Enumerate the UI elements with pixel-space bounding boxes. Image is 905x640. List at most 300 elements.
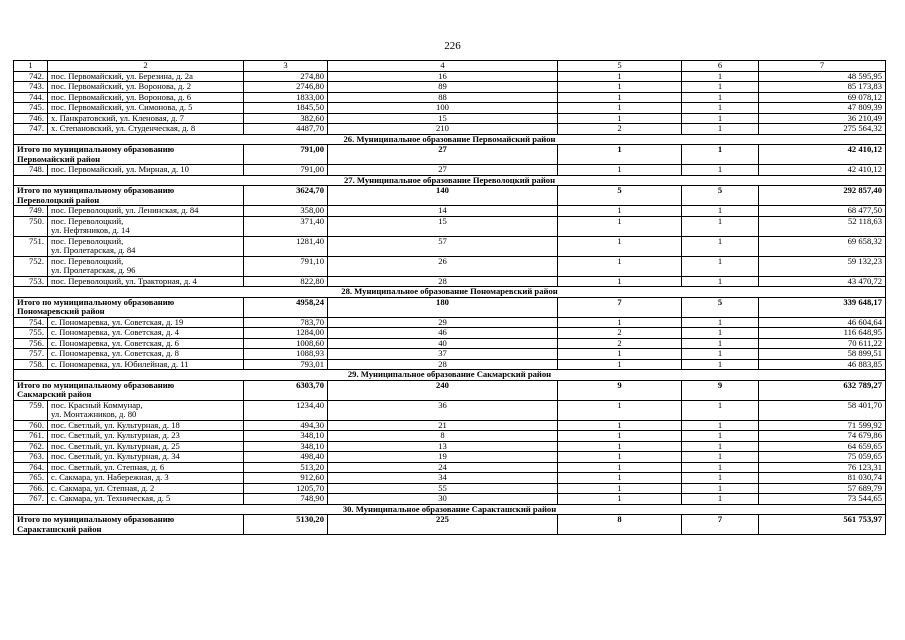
amount-cell: 42 410,12 — [759, 165, 886, 176]
row-number: 760. — [14, 420, 48, 431]
total-label — [14, 515, 244, 535]
row-number: 752. — [14, 256, 48, 276]
amount-cell: 36 210,49 — [759, 113, 886, 124]
count-cell: 1 — [682, 206, 759, 217]
addr-line: с. Пономаревка, ул. Советская, д. 4 — [51, 327, 179, 337]
column-number-header-row — [14, 61, 886, 72]
area-cell: 912,60 — [244, 473, 328, 484]
area-cell: 791,00 — [244, 145, 328, 165]
row-number: 766. — [14, 483, 48, 494]
row-number: 758. — [14, 359, 48, 370]
residents-cell: 57 — [328, 236, 558, 256]
area-cell: 5130,20 — [244, 515, 328, 535]
residents-cell: 240 — [328, 380, 558, 400]
count-cell: 2 — [558, 124, 682, 135]
count-cell: 1 — [558, 113, 682, 124]
table-row — [14, 473, 886, 484]
table-row — [14, 165, 886, 176]
table-row — [14, 494, 886, 505]
area-cell: 793,01 — [244, 359, 328, 370]
residents-cell: 40 — [328, 338, 558, 349]
residents-cell: 34 — [328, 473, 558, 484]
count-cell: 1 — [682, 92, 759, 103]
residents-cell: 16 — [328, 71, 558, 82]
count-cell: 1 — [558, 483, 682, 494]
area-cell: 498,40 — [244, 452, 328, 463]
row-number: 745. — [14, 103, 48, 114]
area-cell: 791,10 — [244, 256, 328, 276]
area-cell: 3624,70 — [244, 186, 328, 206]
count-cell: 1 — [682, 328, 759, 339]
area-cell: 6303,70 — [244, 380, 328, 400]
row-number: 742. — [14, 71, 48, 82]
count-cell: 1 — [682, 420, 759, 431]
amount-cell: 75 059,65 — [759, 452, 886, 463]
count-cell: 1 — [682, 317, 759, 328]
address-cell — [48, 359, 244, 370]
address-cell — [48, 338, 244, 349]
column-header: 7 — [759, 61, 886, 72]
count-cell: 1 — [682, 483, 759, 494]
total-label — [14, 380, 244, 400]
address-cell — [48, 124, 244, 135]
count-cell: 1 — [558, 216, 682, 236]
address-cell — [48, 276, 244, 287]
amount-cell: 292 857,40 — [759, 186, 886, 206]
table-row — [14, 256, 886, 276]
addr-line: пос. Первомайский, ул. Березина, д. 2а — [51, 71, 193, 81]
area-cell: 822,80 — [244, 276, 328, 287]
addr-line: ул. Нефтяников, д. 14 — [51, 225, 130, 235]
residents-cell: 55 — [328, 483, 558, 494]
count-cell: 1 — [558, 473, 682, 484]
amount-cell: 81 030,74 — [759, 473, 886, 484]
column-header: 4 — [328, 61, 558, 72]
addr-line: ул. Пролетарская, д. 96 — [51, 265, 136, 275]
page-number: 226 — [444, 40, 461, 52]
amount-cell: 43 470,72 — [759, 276, 886, 287]
column-header: 6 — [682, 61, 759, 72]
amount-cell: 69 658,32 — [759, 236, 886, 256]
area-cell: 348,10 — [244, 441, 328, 452]
row-number: 755. — [14, 328, 48, 339]
addr-line: пос. Первомайский, ул. Симонова, д. 5 — [51, 102, 193, 112]
addr-line: пос. Переволоцкий, — [51, 256, 124, 266]
area-cell: 494,30 — [244, 420, 328, 431]
address-cell — [48, 103, 244, 114]
count-cell: 1 — [558, 462, 682, 473]
row-number: 746. — [14, 113, 48, 124]
residents-cell: 8 — [328, 431, 558, 442]
area-cell: 1833,00 — [244, 92, 328, 103]
residents-cell: 28 — [328, 359, 558, 370]
residents-cell: 210 — [328, 124, 558, 135]
area-cell: 783,70 — [244, 317, 328, 328]
table-row — [14, 441, 886, 452]
area-cell: 1205,70 — [244, 483, 328, 494]
count-cell: 5 — [558, 186, 682, 206]
address-cell — [48, 431, 244, 442]
count-cell: 1 — [558, 145, 682, 165]
section-title: 29. Муниципальное образование Сакмарский район — [14, 370, 886, 381]
count-cell: 1 — [682, 400, 759, 420]
addr-line: пос. Переволоцкий, — [51, 236, 124, 246]
addr-line: х. Панкратовский, ул. Кленовая, д. 7 — [51, 113, 184, 123]
section-title: 27. Муниципальное образование Переволоцкий район — [14, 175, 886, 186]
count-cell: 1 — [682, 236, 759, 256]
table-body — [14, 61, 886, 535]
row-number: 748. — [14, 165, 48, 176]
residents-cell: 15 — [328, 113, 558, 124]
row-number: 765. — [14, 473, 48, 484]
count-cell: 1 — [682, 256, 759, 276]
count-cell: 1 — [558, 452, 682, 463]
table-row — [14, 431, 886, 442]
label-line: Итого по муниципальному образованию — [17, 380, 175, 390]
row-number: 767. — [14, 494, 48, 505]
count-cell: 1 — [682, 113, 759, 124]
count-cell: 2 — [558, 338, 682, 349]
address-cell — [48, 206, 244, 217]
table-row — [14, 420, 886, 431]
address-cell — [48, 473, 244, 484]
address-cell — [48, 420, 244, 431]
table-row — [14, 452, 886, 463]
residents-cell: 24 — [328, 462, 558, 473]
addr-line: пос. Светлый, ул. Культурная, д. 34 — [51, 451, 180, 461]
addr-line: пос. Красный Коммунар, — [51, 400, 143, 410]
section-title: 26. Муниципальное образование Первомайский район — [14, 134, 886, 145]
address-cell — [48, 165, 244, 176]
row-number: 749. — [14, 206, 48, 217]
area-cell: 4487,70 — [244, 124, 328, 135]
residents-cell: 36 — [328, 400, 558, 420]
area-cell: 1008,60 — [244, 338, 328, 349]
count-cell: 1 — [558, 103, 682, 114]
addr-line: пос. Светлый, ул. Культурная, д. 25 — [51, 441, 180, 451]
addr-line: с. Сакмара, ул. Степная, д. 2 — [51, 483, 155, 493]
municipality-section-header — [14, 134, 886, 145]
address-cell — [48, 349, 244, 360]
row-number: 762. — [14, 441, 48, 452]
address-cell — [48, 317, 244, 328]
address-cell — [48, 328, 244, 339]
count-cell: 1 — [682, 71, 759, 82]
address-cell — [48, 216, 244, 236]
count-cell: 1 — [558, 236, 682, 256]
municipality-total-row — [14, 186, 886, 206]
amount-cell: 58 899,51 — [759, 349, 886, 360]
table-row — [14, 103, 886, 114]
label-line: Итого по муниципальному образованию — [17, 144, 175, 154]
count-cell: 1 — [558, 165, 682, 176]
addr-line: пос. Переволоцкий, ул. Ленинская, д. 84 — [51, 205, 199, 215]
area-cell: 371,40 — [244, 216, 328, 236]
row-number: 744. — [14, 92, 48, 103]
residents-cell: 26 — [328, 256, 558, 276]
count-cell: 1 — [558, 349, 682, 360]
area-cell: 1845,50 — [244, 103, 328, 114]
amount-cell: 47 809,39 — [759, 103, 886, 114]
count-cell: 9 — [682, 380, 759, 400]
table-row — [14, 71, 886, 82]
municipality-section-header — [14, 287, 886, 298]
amount-cell: 275 564,32 — [759, 124, 886, 135]
addr-line: пос. Переволоцкий, ул. Тракторная, д. 4 — [51, 276, 197, 286]
amount-cell: 73 544,65 — [759, 494, 886, 505]
area-cell: 1234,40 — [244, 400, 328, 420]
count-cell: 1 — [558, 71, 682, 82]
amount-cell: 57 689,79 — [759, 483, 886, 494]
addr-line: х. Степановский, ул. Студенческая, д. 8 — [51, 123, 196, 133]
row-number: 750. — [14, 216, 48, 236]
table-row — [14, 92, 886, 103]
count-cell: 1 — [682, 441, 759, 452]
area-cell: 748,90 — [244, 494, 328, 505]
row-number: 764. — [14, 462, 48, 473]
count-cell: 1 — [558, 206, 682, 217]
row-number: 763. — [14, 452, 48, 463]
count-cell: 1 — [682, 349, 759, 360]
count-cell: 1 — [558, 494, 682, 505]
addr-line: пос. Светлый, ул. Степная, д. 6 — [51, 462, 165, 472]
area-cell: 1088,93 — [244, 349, 328, 360]
count-cell: 1 — [682, 82, 759, 93]
address-cell — [48, 462, 244, 473]
count-cell: 7 — [558, 297, 682, 317]
row-number: 754. — [14, 317, 48, 328]
residents-cell: 225 — [328, 515, 558, 535]
residents-cell: 37 — [328, 349, 558, 360]
label-line: Первомайский район — [17, 153, 101, 164]
amount-cell: 76 123,31 — [759, 462, 886, 473]
count-cell: 2 — [558, 328, 682, 339]
column-header: 2 — [48, 61, 244, 72]
label-line: Итого по муниципальному образованию — [17, 185, 175, 195]
addr-line: с. Пономаревка, ул. Юбилейная, д. 11 — [51, 359, 189, 369]
count-cell: 1 — [558, 441, 682, 452]
municipality-total-row — [14, 297, 886, 317]
area-cell: 4958,24 — [244, 297, 328, 317]
municipality-total-row — [14, 380, 886, 400]
addr-line: ул. Пролетарская, д. 84 — [51, 245, 136, 255]
amount-cell: 632 789,27 — [759, 380, 886, 400]
table-row — [14, 216, 886, 236]
count-cell: 7 — [682, 515, 759, 535]
address-cell — [48, 494, 244, 505]
count-cell: 1 — [558, 276, 682, 287]
count-cell: 8 — [558, 515, 682, 535]
section-title: 30. Муниципальное образование Саракташский район — [14, 504, 886, 515]
amount-cell: 46 883,85 — [759, 359, 886, 370]
address-cell — [48, 82, 244, 93]
address-cell — [48, 92, 244, 103]
amount-cell: 58 401,70 — [759, 400, 886, 420]
addr-line: с. Сакмара, ул. Техническая, д. 5 — [51, 493, 171, 503]
addr-line: с. Пономаревка, ул. Советская, д. 6 — [51, 338, 179, 348]
count-cell: 1 — [682, 431, 759, 442]
count-cell: 1 — [682, 473, 759, 484]
residents-cell: 28 — [328, 276, 558, 287]
label-line: Пономаревский район — [17, 306, 105, 316]
residents-cell: 88 — [328, 92, 558, 103]
count-cell: 1 — [558, 92, 682, 103]
address-cell — [48, 256, 244, 276]
count-cell: 5 — [682, 186, 759, 206]
residents-cell: 29 — [328, 317, 558, 328]
amount-cell: 52 118,63 — [759, 216, 886, 236]
municipality-total-row — [14, 515, 886, 535]
address-cell — [48, 483, 244, 494]
residents-cell: 27 — [328, 165, 558, 176]
count-cell: 1 — [558, 82, 682, 93]
residents-cell: 19 — [328, 452, 558, 463]
amount-cell: 116 648,95 — [759, 328, 886, 339]
addr-line: с. Пономаревка, ул. Советская, д. 19 — [51, 317, 184, 327]
area-cell: 382,60 — [244, 113, 328, 124]
addr-line: пос. Светлый, ул. Культурная, д. 23 — [51, 430, 180, 440]
table-row — [14, 113, 886, 124]
addr-line: пос. Первомайский, ул. Воронова, д. 2 — [51, 81, 191, 91]
municipality-total-row — [14, 145, 886, 165]
address-cell — [48, 441, 244, 452]
count-cell: 1 — [682, 165, 759, 176]
amount-cell: 59 132,23 — [759, 256, 886, 276]
column-header: 5 — [558, 61, 682, 72]
count-cell: 1 — [558, 431, 682, 442]
amount-cell: 69 078,12 — [759, 92, 886, 103]
count-cell: 1 — [558, 359, 682, 370]
table-row — [14, 462, 886, 473]
address-cell — [48, 236, 244, 256]
table-row — [14, 317, 886, 328]
residents-cell: 140 — [328, 186, 558, 206]
residents-cell: 13 — [328, 441, 558, 452]
label-line: Итого по муниципальному образованию — [17, 514, 175, 524]
count-cell: 1 — [682, 494, 759, 505]
count-cell: 1 — [682, 359, 759, 370]
amount-cell: 64 659,65 — [759, 441, 886, 452]
amount-cell: 74 679,86 — [759, 431, 886, 442]
addr-line: ул. Монтажников, д. 80 — [51, 409, 137, 419]
area-cell: 1284,00 — [244, 328, 328, 339]
residents-cell: 21 — [328, 420, 558, 431]
amount-cell: 71 599,92 — [759, 420, 886, 431]
total-label — [14, 145, 244, 165]
residents-cell: 89 — [328, 82, 558, 93]
row-number: 753. — [14, 276, 48, 287]
count-cell: 1 — [558, 317, 682, 328]
table-row — [14, 338, 886, 349]
label-line: Переволоцкий район — [17, 194, 100, 205]
count-cell: 1 — [682, 216, 759, 236]
area-cell: 513,20 — [244, 462, 328, 473]
label-line: Саракташский район — [17, 523, 102, 534]
count-cell: 5 — [682, 297, 759, 317]
table-row — [14, 276, 886, 287]
area-cell: 2746,80 — [244, 82, 328, 93]
address-cell — [48, 113, 244, 124]
count-cell: 1 — [682, 276, 759, 287]
row-number: 747. — [14, 124, 48, 135]
row-number: 743. — [14, 82, 48, 93]
addr-line: пос. Первомайский, ул. Воронова, д. 6 — [51, 92, 191, 102]
label-line: Сакмарский район — [17, 389, 92, 399]
municipality-section-header — [14, 175, 886, 186]
amount-cell: 48 595,95 — [759, 71, 886, 82]
row-number: 756. — [14, 338, 48, 349]
section-title: 28. Муниципальное образование Пономаревский район — [14, 287, 886, 298]
column-header: 3 — [244, 61, 328, 72]
amount-cell: 42 410,12 — [759, 145, 886, 165]
area-cell: 358,00 — [244, 206, 328, 217]
amount-cell: 68 477,50 — [759, 206, 886, 217]
area-cell: 274,80 — [244, 71, 328, 82]
count-cell: 1 — [682, 103, 759, 114]
count-cell: 1 — [682, 338, 759, 349]
count-cell: 1 — [682, 462, 759, 473]
residents-cell: 30 — [328, 494, 558, 505]
count-cell: 1 — [682, 452, 759, 463]
addr-line: пос. Первомайский, ул. Мирная, д. 10 — [51, 164, 189, 174]
address-cell — [48, 400, 244, 420]
table-row — [14, 124, 886, 135]
amount-cell: 339 648,17 — [759, 297, 886, 317]
amount-cell: 70 611,22 — [759, 338, 886, 349]
residents-cell: 15 — [328, 216, 558, 236]
count-cell: 1 — [558, 420, 682, 431]
total-label — [14, 297, 244, 317]
table-row — [14, 206, 886, 217]
amount-cell: 85 173,83 — [759, 82, 886, 93]
count-cell: 1 — [682, 124, 759, 135]
residents-cell: 14 — [328, 206, 558, 217]
addr-line: с. Пономаревка, ул. Советская, д. 8 — [51, 348, 179, 358]
column-header: 1 — [14, 61, 48, 72]
residents-cell: 46 — [328, 328, 558, 339]
table-row — [14, 236, 886, 256]
table-row — [14, 328, 886, 339]
table-row — [14, 349, 886, 360]
amount-cell: 561 753,97 — [759, 515, 886, 535]
amount-cell: 46 604,64 — [759, 317, 886, 328]
count-cell: 1 — [558, 256, 682, 276]
table-row — [14, 82, 886, 93]
row-number: 759. — [14, 400, 48, 420]
count-cell: 1 — [682, 145, 759, 165]
municipality-section-header — [14, 370, 886, 381]
count-cell: 9 — [558, 380, 682, 400]
area-cell: 791,00 — [244, 165, 328, 176]
label-line: Итого по муниципальному образованию — [17, 297, 175, 307]
count-cell: 1 — [558, 400, 682, 420]
address-cell — [48, 452, 244, 463]
housing-register-table — [13, 60, 886, 535]
residents-cell: 180 — [328, 297, 558, 317]
residents-cell: 27 — [328, 145, 558, 165]
row-number: 757. — [14, 349, 48, 360]
address-cell — [48, 71, 244, 82]
municipality-section-header — [14, 504, 886, 515]
table-row — [14, 483, 886, 494]
addr-line: пос. Переволоцкий, — [51, 216, 124, 226]
row-number: 751. — [14, 236, 48, 256]
area-cell: 348,10 — [244, 431, 328, 442]
table-row — [14, 359, 886, 370]
addr-line: с. Сакмара, ул. Набережная, д. 3 — [51, 472, 169, 482]
total-label — [14, 186, 244, 206]
area-cell: 1281,40 — [244, 236, 328, 256]
